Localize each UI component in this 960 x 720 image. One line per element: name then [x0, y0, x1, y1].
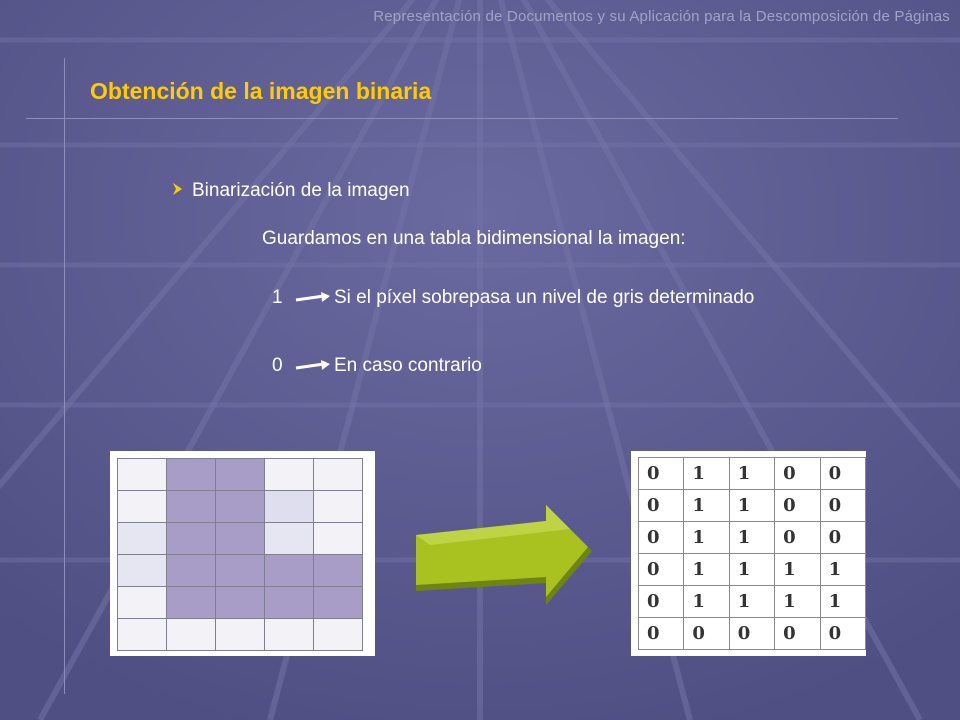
binary-cell: 0 [775, 458, 820, 490]
binary-cell: 1 [729, 522, 774, 554]
pixel-cell [167, 459, 216, 491]
binary-cell: 1 [729, 490, 774, 522]
pixel-cell [216, 523, 265, 555]
pixel-cell [118, 587, 167, 619]
right-arrow-icon [294, 292, 330, 304]
pixel-cell [216, 587, 265, 619]
slide-title: Obtención de la imagen binaria [90, 78, 432, 104]
binary-cell: 0 [775, 618, 820, 650]
binary-cell: 0 [639, 522, 684, 554]
pixel-cell [118, 555, 167, 587]
pixel-cell [314, 587, 363, 619]
binary-cell: 0 [775, 522, 820, 554]
binary-cell: 0 [820, 522, 865, 554]
binary-cell: 0 [639, 618, 684, 650]
pixel-cell [265, 459, 314, 491]
rule-one [272, 287, 754, 309]
pixel-cell [216, 619, 265, 651]
binary-cell: 0 [820, 458, 865, 490]
binary-cell: 0 [639, 586, 684, 618]
binary-cell: 1 [684, 458, 729, 490]
pixel-cell [216, 459, 265, 491]
binary-cell: 1 [684, 554, 729, 586]
binary-cell: 0 [639, 458, 684, 490]
pixel-cell [167, 587, 216, 619]
binary-row [639, 554, 866, 586]
pixel-cell [265, 555, 314, 587]
arrowhead-bullet-icon [172, 182, 184, 200]
pixel-row [118, 491, 363, 523]
binary-cell: 1 [684, 490, 729, 522]
pixel-row [118, 555, 363, 587]
pixel-cell [118, 491, 167, 523]
pixel-cell [118, 459, 167, 491]
pixel-cell [216, 555, 265, 587]
pixel-row [118, 619, 363, 651]
pixel-cell [314, 619, 363, 651]
bullet-text: Binarización de la imagen [192, 180, 410, 201]
description-text: Guardamos en una tabla bidimensional la imagen: [262, 228, 686, 249]
rule-value: 1 [272, 287, 283, 308]
binary-cell: 1 [729, 586, 774, 618]
binary-row [639, 618, 866, 650]
binary-cell: 0 [639, 490, 684, 522]
pixel-row [118, 587, 363, 619]
pixel-cell [118, 619, 167, 651]
binary-cell: 0 [729, 618, 774, 650]
binary-cell: 1 [775, 554, 820, 586]
binary-cell: 1 [775, 586, 820, 618]
pixel-row [118, 523, 363, 555]
pixel-cell [118, 523, 167, 555]
binary-cell: 0 [684, 618, 729, 650]
binary-cell: 1 [820, 586, 865, 618]
rule-zero [272, 355, 482, 377]
binary-cell: 0 [639, 554, 684, 586]
binary-cell: 0 [820, 618, 865, 650]
pixel-cell [265, 491, 314, 523]
pixel-cell [265, 587, 314, 619]
binary-cell: 1 [729, 458, 774, 490]
pixel-cell [216, 491, 265, 523]
pixel-cell [314, 523, 363, 555]
binary-cell: 1 [684, 522, 729, 554]
presentation-header: Representación de Documentos y su Aplicación para la Descomposición de Páginas [373, 8, 950, 25]
vertical-divider [64, 58, 65, 694]
right-arrow-icon [294, 360, 330, 372]
rule-text: En caso contrario [334, 355, 482, 376]
binary-cell: 0 [820, 490, 865, 522]
binary-cell: 1 [820, 554, 865, 586]
pixel-cell [314, 491, 363, 523]
big-3d-arrow-icon [410, 505, 600, 609]
pixel-row [118, 459, 363, 491]
pixel-cell [167, 619, 216, 651]
rule-text: Si el píxel sobrepasa un nivel de gris determinado [334, 287, 755, 308]
binary-row [639, 522, 866, 554]
binary-row [639, 490, 866, 522]
pixel-cell [265, 619, 314, 651]
binary-cell: 0 [775, 490, 820, 522]
rule-value: 0 [272, 355, 283, 376]
title-divider [26, 118, 898, 119]
pixel-grid [110, 451, 375, 656]
binary-row [639, 586, 866, 618]
binary-cell: 1 [684, 586, 729, 618]
pixel-cell [167, 491, 216, 523]
pixel-cell [314, 555, 363, 587]
binary-grid [631, 451, 866, 656]
pixel-cell [167, 555, 216, 587]
binary-row [639, 458, 866, 490]
binary-cell: 1 [729, 554, 774, 586]
pixel-cell [314, 459, 363, 491]
pixel-cell [167, 523, 216, 555]
bullet-item [172, 180, 410, 202]
pixel-cell [265, 523, 314, 555]
